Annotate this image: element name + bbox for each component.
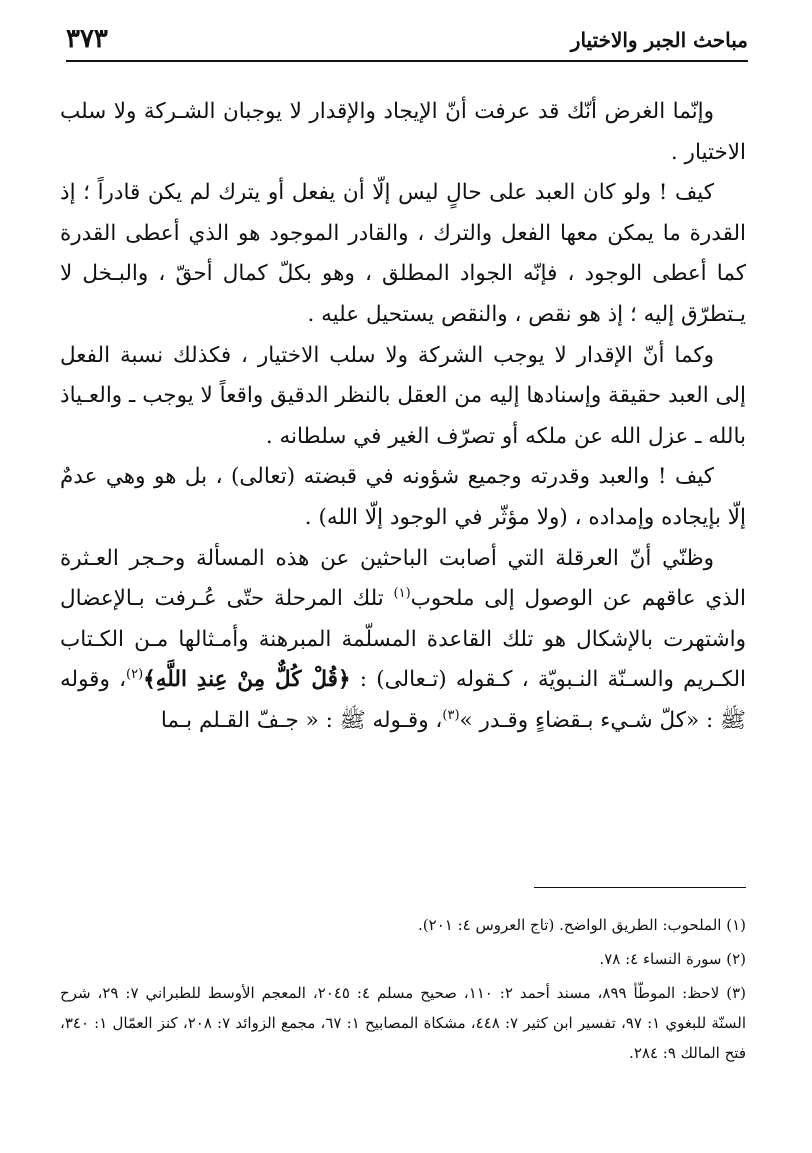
paragraph-5-part-c: ، وقوله ﷺ : «كلّ شـيء بـقضاءٍ وقـدر » xyxy=(60,667,746,733)
footnote-ref-3[interactable]: (٣) xyxy=(442,707,460,723)
paragraph-5 xyxy=(60,539,746,742)
footnote-3: (٣) لاحظ: الموطّأ ٨٩٩، مسند أحمد ٢: ١١٠، صحيح مسلم ٤: ٢٠٤٥، المعجم الأوسط للطبراني ٧: ٢٩، شرح السنّة للبغوي ١: ٩٧، تفسير ابن كثير ٧: ٤٤٨، مشكاة المصابيح ١: ٦٧، مجمع الزوائد ٧: ٢٠٨، كنز العمّال ١: ٣٤٠، فتح المالك ٩: ٢٨٤. xyxy=(60,984,747,1062)
paragraph-3: وكما أنّ الإقدار لا يوجب الشركة ولا سلب الاختيار ، فكذلك نسبة الفعل إلى العبد حقيقة وإسنادها إليه من العقل بالنظر الدقيق واقعاً لا يوجب ـ والعـياذ بالله ـ عزل الله عن ملكه أو تصرّف الغير في سلطانه . xyxy=(60,342,746,449)
paragraph-5-part-d: ، وقـوله ﷺ : « جـفّ القـلم بـما xyxy=(160,707,443,733)
footnote-divider xyxy=(534,887,746,888)
page-header xyxy=(66,26,748,62)
footnote-2: (٢) سورة النساء ٤: ٧٨. xyxy=(599,950,746,968)
footnote-ref-1[interactable]: (١) xyxy=(393,585,411,601)
paragraph-5-part-b: تلك المرحلة حتّى عُـرفت بـالإعضال واشتهرت بالإشكال هو تلك القاعدة المسلّمة المبرهنة وأمـثالها مـن الكـتاب الكـريم والسـنّة النـبويّة ، كـقوله (تـعالى) : xyxy=(60,586,746,693)
paragraph-2: كيف ! ولو كان العبد على حالٍ ليس إلّا أن يفعل أو يترك لم يكن قادراً ؛ إذ القدرة ما يمكن معها الفعل والترك ، والقادر الموجود هو الذي أعطى القدرة كما أعطى الوجود ، فإنّه الجواد المطلق ، وهو بكلّ كمال أحقّ ، والبـخل لا يـتطرّق إليه ؛ إذ هو نقص ، والنقص يستحيل عليه . xyxy=(60,180,746,327)
paragraph-1: وإنّما الغرض أنّك قد عرفت أنّ الإيجاد والإقدار لا يوجبان الشـركة ولا سلب الاختيار . xyxy=(60,99,746,165)
page-number: ٣٧٣ xyxy=(66,24,108,54)
running-title: مباحث الجبر والاختيار xyxy=(570,28,748,52)
footnotes xyxy=(60,910,746,1072)
quran-verse: ﴿قُلْ كُلٌّ مِنْ عِندِ اللَّهِ﴾ xyxy=(143,667,351,693)
footnote-ref-2[interactable]: (٢) xyxy=(126,667,144,683)
footnote-1: (١) الملحوب: الطريق الواضح. (تاج العروس ٤: ٢٠١). xyxy=(418,916,746,934)
main-text xyxy=(60,92,746,742)
paragraph-5-part-a: وظنّي أنّ العرقلة التي أصابت الباحثين عن هذه المسألة وحـجر العـثرة الذي عاقهم عن الوصول إلى ملحوب xyxy=(60,545,746,612)
paragraph-4: كيف ! والعبد وقدرته وجميع شؤونه في قبضته (تعالى) ، بل هو وهي عدمٌ إلّا بإيجاده وإمداده ، (ولا مؤثّر في الوجود إلّا الله) . xyxy=(60,464,746,530)
